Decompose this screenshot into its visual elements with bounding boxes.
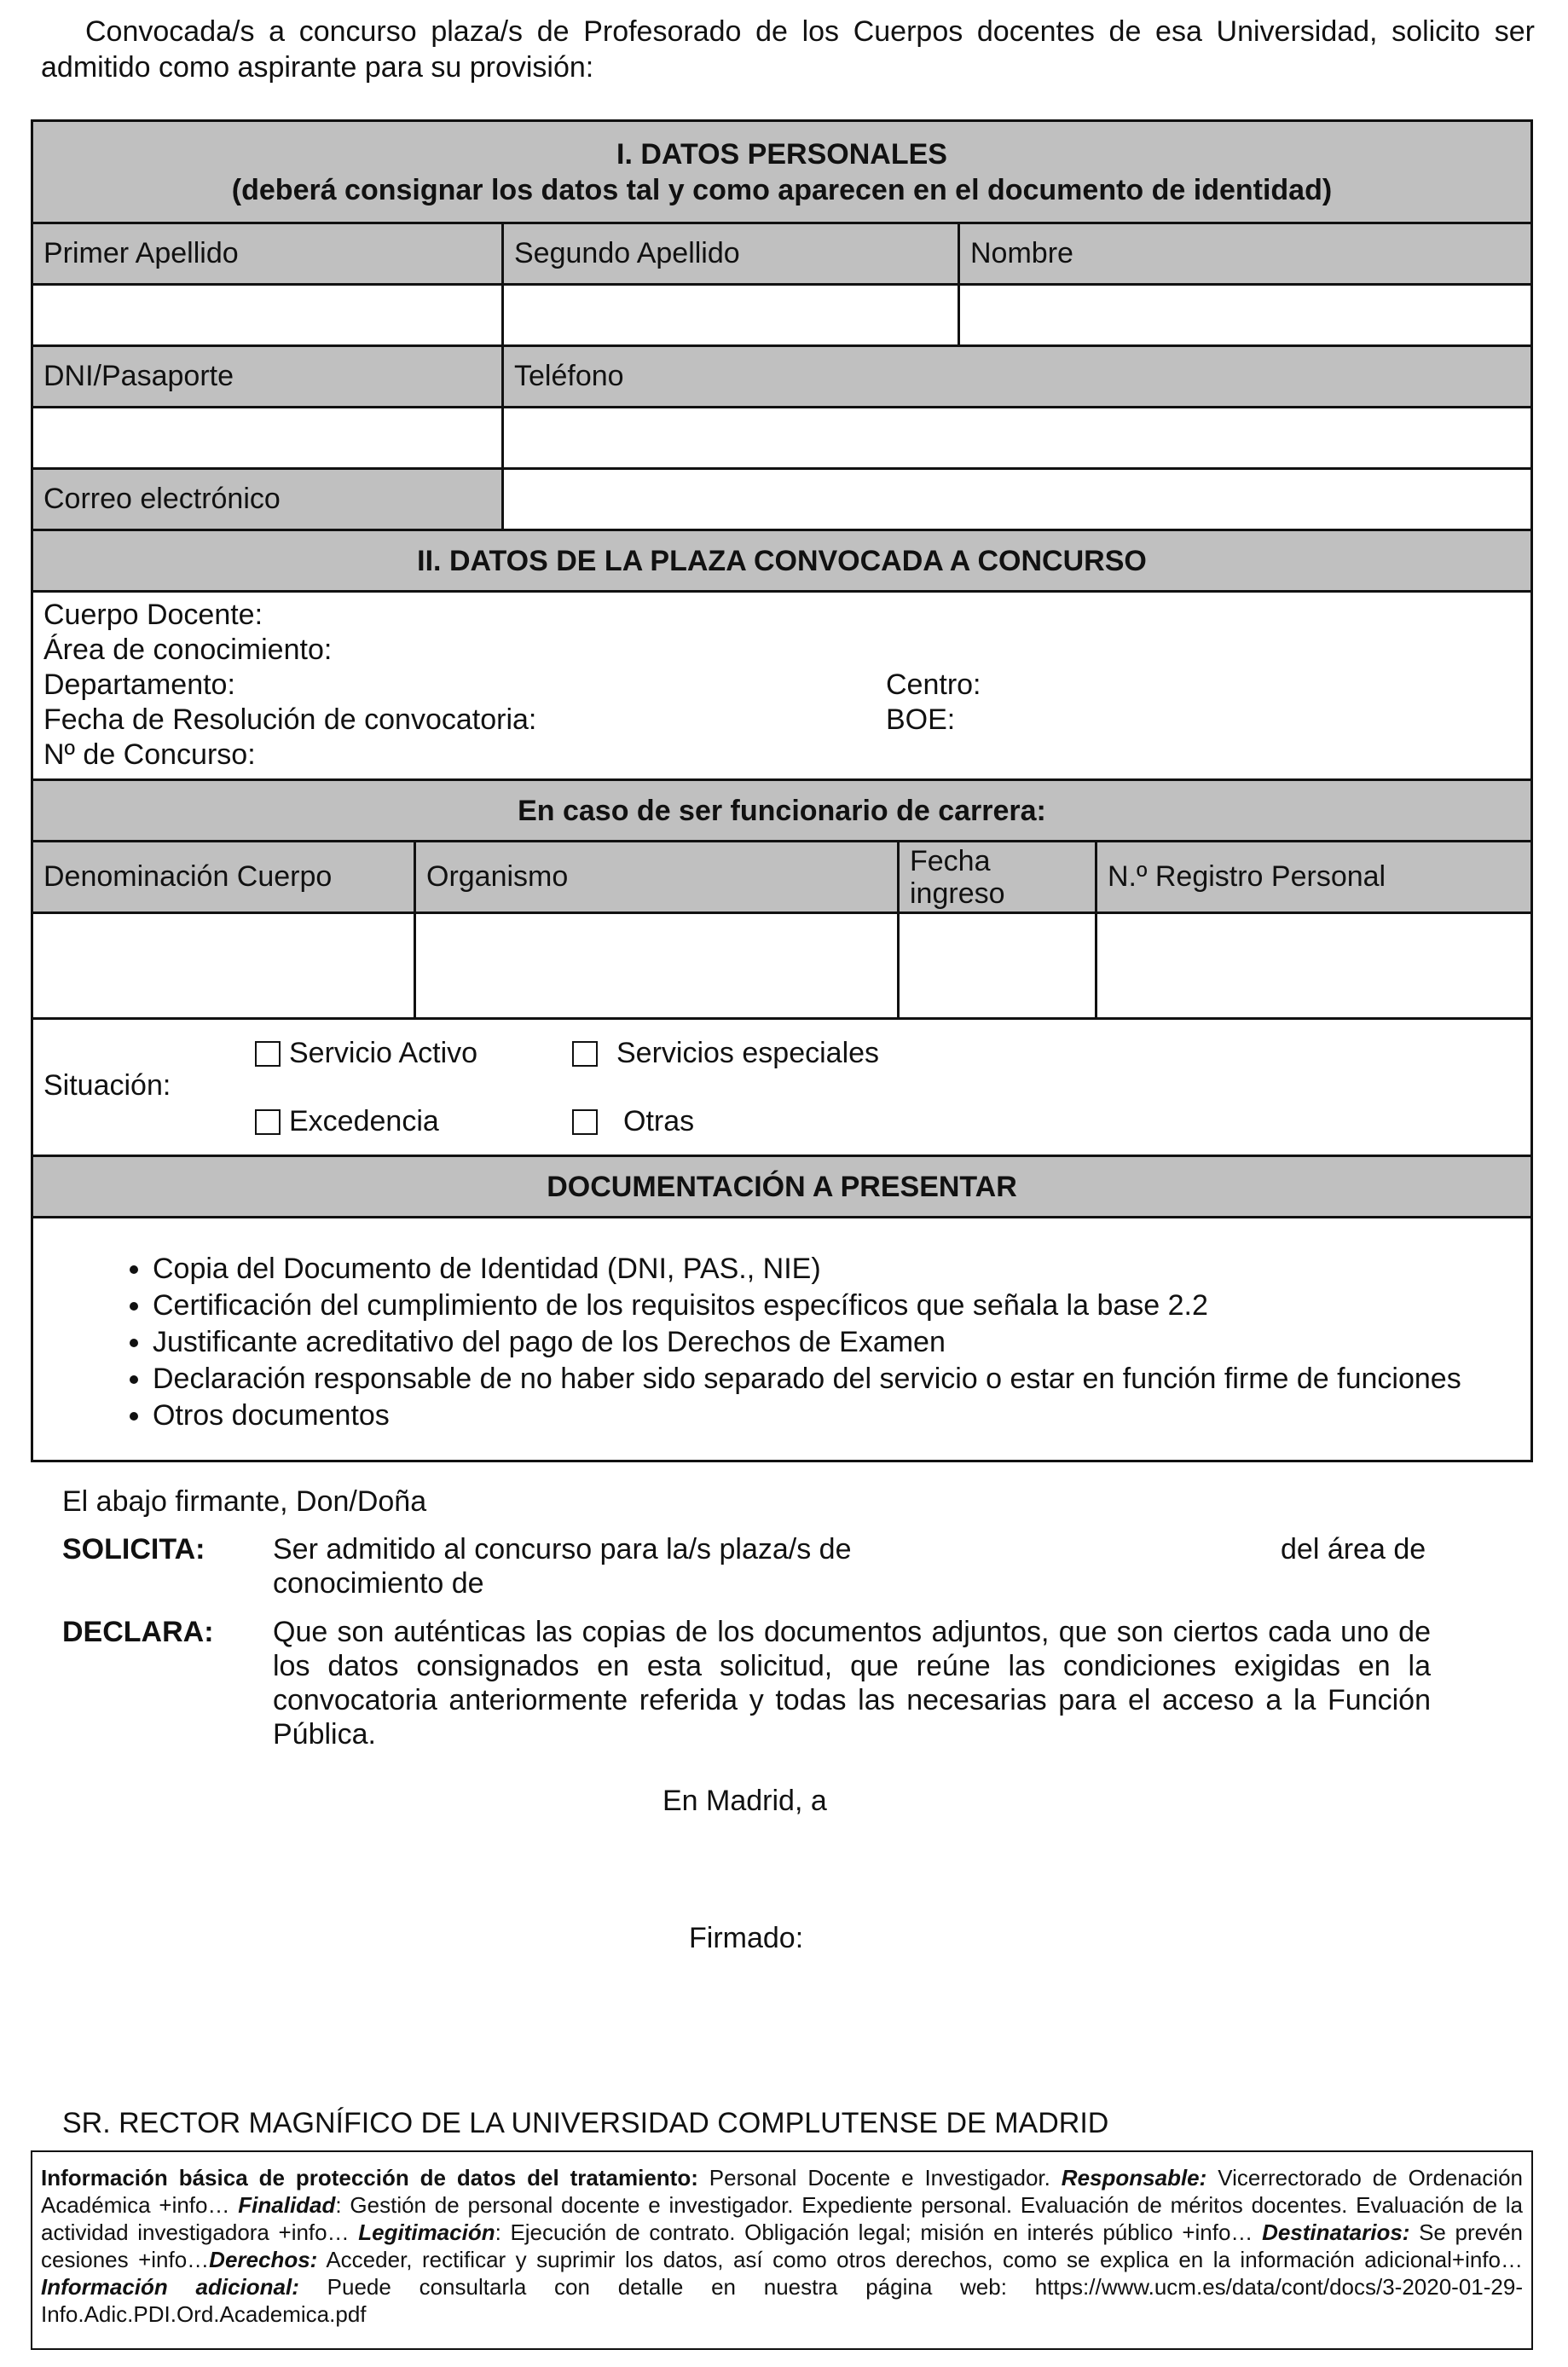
section2-title: II. DATOS DE LA PLAZA CONVOCADA A CONCURSO (417, 544, 1147, 577)
otras-option[interactable] (572, 1105, 694, 1138)
footer-text: Puede consultarla con detalle en nuestra página web: https://www.ucm.es/data/cont/docs/3-2020-01-29-Info.Adic.PDI.Ord.Academica.pdf (41, 2274, 1523, 2327)
servicio-activo-option[interactable] (255, 1037, 477, 1070)
declara-text: Que son auténticas las copias de los documentos adjuntos, que son ciertos cada uno de los datos consignados en esta solicitud, que reúne las condiciones exigidas en la convocatoria anteriormente referida y todas las necesarias para el acceso a la Función Pública. (273, 1616, 1431, 1751)
fecha-ingreso-field[interactable] (897, 914, 1095, 1017)
servicio-activo-checkbox[interactable] (255, 1041, 281, 1067)
excedencia-option[interactable] (255, 1105, 439, 1138)
list-item: • Justificante acreditativo del pago de los Derechos de Examen (153, 1324, 1530, 1361)
section1-title: I. DATOS PERSONALES (616, 137, 947, 171)
data-protection-notice (31, 2150, 1533, 2350)
footer-text: Personal Docente e Investigador. (697, 2165, 1062, 2190)
denominacion-cuerpo-field[interactable] (33, 914, 414, 1017)
intro-text: Convocada/s a concurso plaza/s de Profesorado de los Cuerpos docentes de esa Universidad, solicito ser admitido como aspirante para su provisión: (41, 15, 1535, 84)
footer-finalidad-label: Finalidad (238, 2192, 336, 2218)
abajo-firmante: El abajo firmante, Don/Doña (62, 1485, 427, 1518)
telefono-label: Teléfono (501, 347, 1530, 406)
segundo-apellido-label: Segundo Apellido (501, 224, 958, 283)
numero-concurso-label: Nº de Concurso: (43, 738, 256, 771)
cuerpo-docente-label: Cuerpo Docente: (43, 599, 263, 631)
solicita-text: Ser admitido al concurso para la/s plaza/s de (273, 1533, 852, 1565)
registro-personal-label: N.º Registro Personal (1095, 842, 1530, 911)
footer-text: : Ejecución de contrato. Obligación legal; misión en interés público +info… (495, 2219, 1263, 2245)
organismo-label: Organismo (414, 842, 897, 911)
otras-checkbox[interactable] (572, 1109, 598, 1135)
area-label: Área de conocimiento: (43, 634, 333, 666)
footer-text: : Gestión de personal docente e investigador. Expediente personal. Evaluación de méritos docentes. Evaluación de la actividad investigadora +info… (41, 2192, 1524, 2245)
nombre-field[interactable] (958, 286, 1530, 344)
footer-legitimacion-label: Legitimación (358, 2219, 495, 2245)
footer-destinatarios-label: Destinatarios: (1262, 2219, 1410, 2245)
lugar-fecha: En Madrid, a (662, 1785, 827, 1817)
servicios-especiales-option[interactable] (572, 1037, 879, 1070)
segundo-apellido-field[interactable] (501, 286, 958, 344)
footer-text: Se prevén cesiones +info… (41, 2219, 1523, 2272)
excedencia-text: Excedencia (289, 1105, 439, 1137)
situacion-label: Situación: (43, 1069, 171, 1102)
fecha-ingreso-label: Fecha ingreso (897, 842, 1095, 911)
correo-field[interactable] (501, 470, 1530, 529)
boe-label: BOE: (886, 703, 956, 736)
otras-text: Otras (623, 1105, 695, 1137)
firmado-label: Firmado: (689, 1922, 804, 1954)
dni-label: DNI/Pasaporte (43, 360, 234, 392)
situacion-block (33, 1020, 1530, 1155)
documentacion-title: DOCUMENTACIÓN A PRESENTAR (547, 1170, 1017, 1203)
list-item: • Declaración responsable de no haber sido separado del servicio o estar en función firme de funciones (153, 1361, 1530, 1398)
correo-label: Correo electrónico (33, 470, 501, 529)
nombre-label: Nombre (958, 224, 1530, 283)
footer-info-adicional-label: Información adicional: (41, 2274, 299, 2300)
solicita-label: SOLICITA: (62, 1533, 205, 1565)
list-item: • Certificación del cumplimiento de los requisitos específicos que señala la base 2.2 (153, 1288, 1530, 1324)
solicita-conocimiento: conocimiento de (273, 1567, 484, 1600)
servicios-especiales-checkbox[interactable] (572, 1041, 598, 1067)
departamento-label: Departamento: (43, 668, 235, 701)
dni-field[interactable] (33, 408, 501, 467)
funcionario-title: En caso de ser funcionario de carrera: (518, 794, 1046, 827)
denominacion-cuerpo-label: Denominación Cuerpo (43, 860, 333, 893)
destinatario-rector: SR. RECTOR MAGNÍFICO DE LA UNIVERSIDAD COMPLUTENSE DE MADRID (62, 2107, 1109, 2139)
section1-header (33, 122, 1530, 222)
fecha-resolucion-label: Fecha de Resolución de convocatoria: (43, 703, 537, 736)
centro-label: Centro: (886, 668, 981, 701)
documentacion-list (33, 1251, 1530, 1434)
footer-responsable-label: Responsable: (1061, 2165, 1207, 2190)
primer-apellido-label: Primer Apellido (43, 237, 239, 269)
excedencia-checkbox[interactable] (255, 1109, 281, 1135)
footer-derechos-label: Derechos: (209, 2247, 318, 2272)
footer-text: Acceder, rectificar y suprimir los datos, así como otros derechos, como se explica en la información adicional+info… (317, 2247, 1523, 2272)
section1-subtitle: (deberá consignar los datos tal y como aparecen en el documento de identidad) (231, 173, 1333, 206)
plaza-details (33, 593, 981, 778)
organismo-field[interactable] (414, 914, 897, 1017)
application-form (31, 119, 1533, 1462)
list-item: • Copia del Documento de Identidad (DNI, PAS., NIE) (153, 1251, 1530, 1288)
footer-heading: Información básica de protección de datos del tratamiento: (41, 2165, 698, 2190)
list-item: • Otros documentos (153, 1398, 1530, 1434)
servicios-especiales-text: Servicios especiales (616, 1037, 880, 1069)
servicio-activo-text: Servicio Activo (289, 1037, 478, 1069)
footer-text: Vicerrectorado de Ordenación Académica +info… (41, 2165, 1523, 2218)
documentacion-list-block (33, 1218, 1530, 1460)
declara-label: DECLARA: (62, 1616, 214, 1648)
solicita-area: del área de (1281, 1533, 1426, 1565)
registro-personal-field[interactable] (1095, 914, 1530, 1017)
telefono-field[interactable] (501, 408, 1530, 467)
primer-apellido-field[interactable] (33, 286, 501, 344)
